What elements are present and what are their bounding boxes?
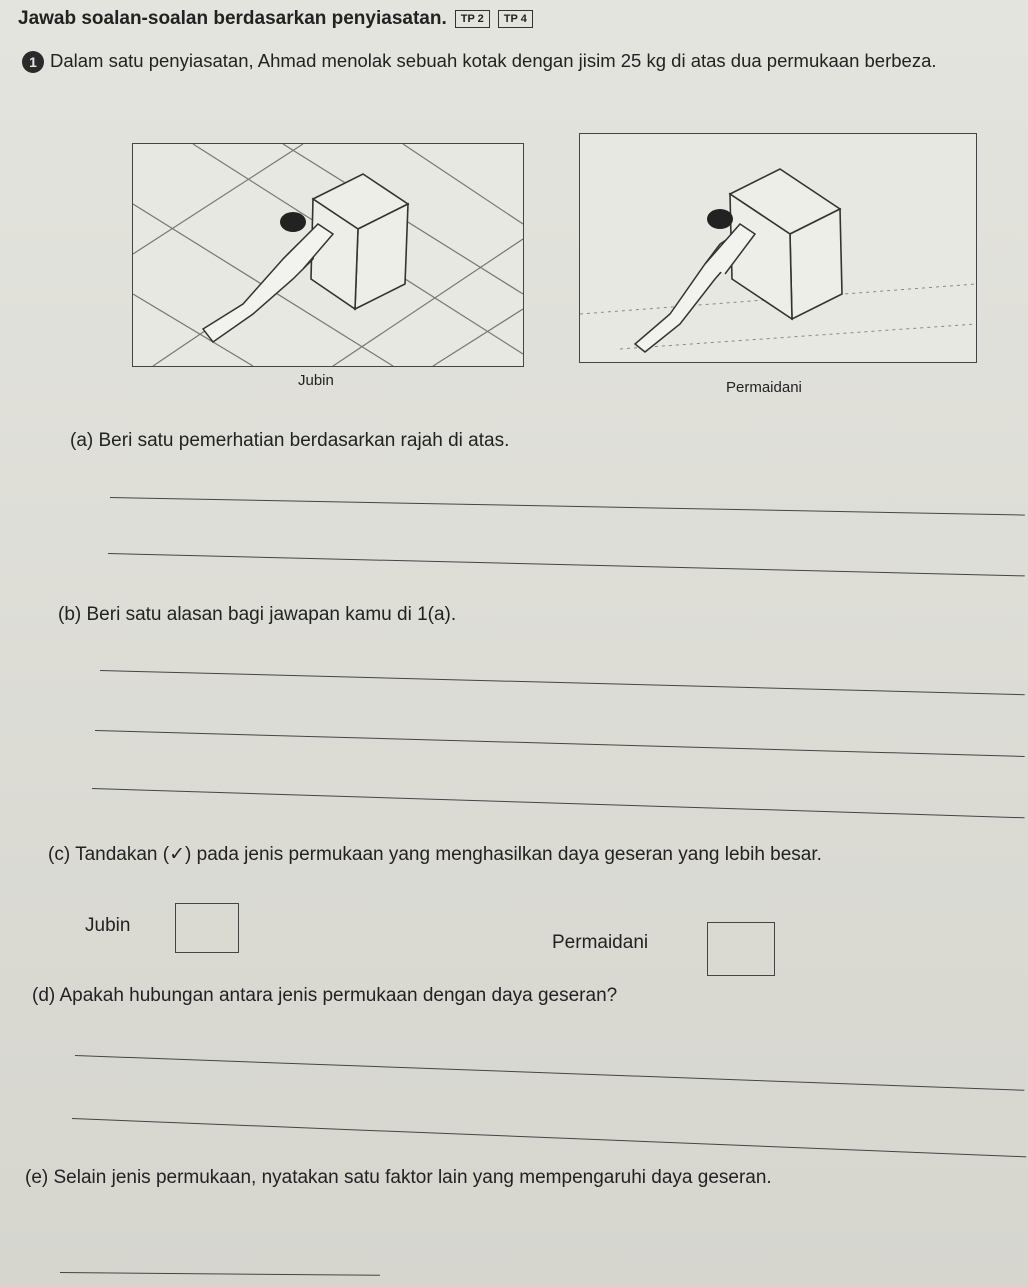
question-a: (a) Beri satu pemerhatian berdasarkan rajah di atas. bbox=[70, 430, 510, 451]
figure-carpet-floor bbox=[579, 133, 977, 363]
figure-tile-floor bbox=[132, 143, 524, 367]
question-intro bbox=[22, 48, 1002, 74]
question-b: (b) Beri satu alasan bagi jawapan kamu di 1(a). bbox=[58, 604, 457, 625]
option-label-tile: Jubin bbox=[85, 915, 131, 936]
question-c: (c) Tandakan (✓) pada jenis permukaan yang menghasilkan daya geseran yang lebih besar. bbox=[48, 844, 822, 865]
answer-line-b3[interactable] bbox=[92, 788, 1025, 818]
answer-line-e1[interactable] bbox=[60, 1272, 380, 1276]
intro-text: Dalam satu penyiasatan, Ahmad menolak sebuah kotak dengan jisim 25 kg di atas dua permukaan berbeza. bbox=[50, 50, 937, 71]
caption-carpet: Permaidani bbox=[726, 379, 802, 396]
caption-tile: Jubin bbox=[298, 372, 334, 389]
answer-line-b1[interactable] bbox=[100, 670, 1025, 695]
tp-badge-2: TP 2 bbox=[455, 10, 490, 28]
checkbox-carpet[interactable] bbox=[707, 922, 775, 976]
tp-badge-4: TP 4 bbox=[498, 10, 533, 28]
tile-floor-illustration bbox=[133, 144, 523, 366]
checkbox-tile[interactable] bbox=[175, 903, 239, 953]
answer-line-d1[interactable] bbox=[75, 1055, 1024, 1091]
carpet-floor-illustration bbox=[580, 134, 976, 362]
answer-line-b2[interactable] bbox=[95, 730, 1025, 757]
question-e: (e) Selain jenis permukaan, nyatakan satu faktor lain yang mempengaruhi daya geseran. bbox=[25, 1167, 772, 1188]
question-d: (d) Apakah hubungan antara jenis permukaan dengan daya geseran? bbox=[32, 985, 618, 1006]
answer-line-a1[interactable] bbox=[110, 497, 1025, 516]
answer-line-a2[interactable] bbox=[108, 553, 1025, 576]
option-label-carpet: Permaidani bbox=[552, 932, 649, 953]
worksheet-header bbox=[18, 8, 533, 30]
answer-line-d2[interactable] bbox=[72, 1118, 1026, 1157]
header-title: Jawab soalan-soalan berdasarkan penyiasatan. bbox=[18, 8, 447, 29]
question-number-badge: 1 bbox=[22, 51, 44, 73]
